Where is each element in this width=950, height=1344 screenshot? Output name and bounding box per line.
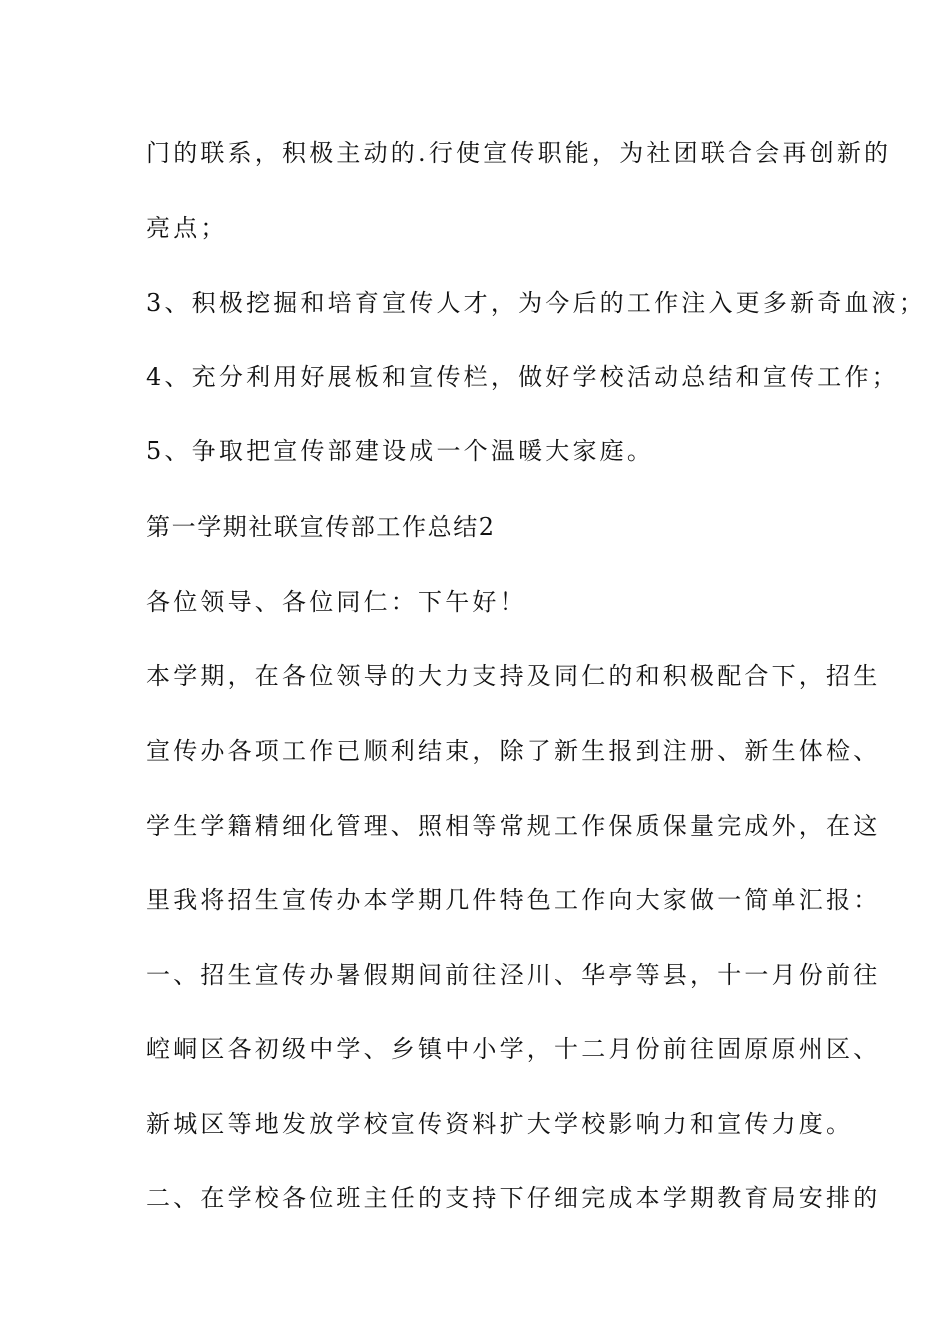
text-line-2: 亮点； bbox=[146, 214, 228, 242]
list-item-3: 3、积极挖掘和培育宣传人才，为今后的工作注入更多新奇血液； bbox=[146, 289, 927, 317]
greeting: 各位领导、各位同仁：下午好！ bbox=[146, 588, 527, 616]
section-heading: 第一学期社联宣传部工作总结2 bbox=[146, 513, 496, 541]
paragraph-line-1: 本学期，在各位领导的大力支持及同仁的和积极配合下，招生 bbox=[146, 662, 881, 690]
item-one-line-2: 崆峒区各初级中学、乡镇中小学，十二月份前往固原原州区、 bbox=[146, 1035, 881, 1063]
item-one-line-1: 一、招生宣传办暑假期间前往泾川、华亭等县，十一月份前往 bbox=[146, 961, 881, 989]
text-line-1: 门的联系，积极主动的.行使宣传职能，为社团联合会再创新的 bbox=[146, 139, 892, 167]
item-one-line-3: 新城区等地发放学校宣传资料扩大学校影响力和宣传力度。 bbox=[146, 1110, 854, 1138]
list-item-4: 4、充分利用好展板和宣传栏，做好学校活动总结和宣传工作； bbox=[146, 363, 899, 391]
paragraph-line-2: 宣传办各项工作已顺利结束，除了新生报到注册、新生体检、 bbox=[146, 737, 881, 765]
paragraph-line-3: 学生学籍精细化管理、照相等常规工作保质保量完成外，在这 bbox=[146, 812, 881, 840]
paragraph-line-4: 里我将招生宣传办本学期几件特色工作向大家做一简单汇报： bbox=[146, 886, 881, 914]
list-item-5: 5、争取把宣传部建设成一个温暖大家庭。 bbox=[146, 437, 655, 465]
item-two-line-1: 二、在学校各位班主任的支持下仔细完成本学期教育局安排的 bbox=[146, 1184, 881, 1212]
